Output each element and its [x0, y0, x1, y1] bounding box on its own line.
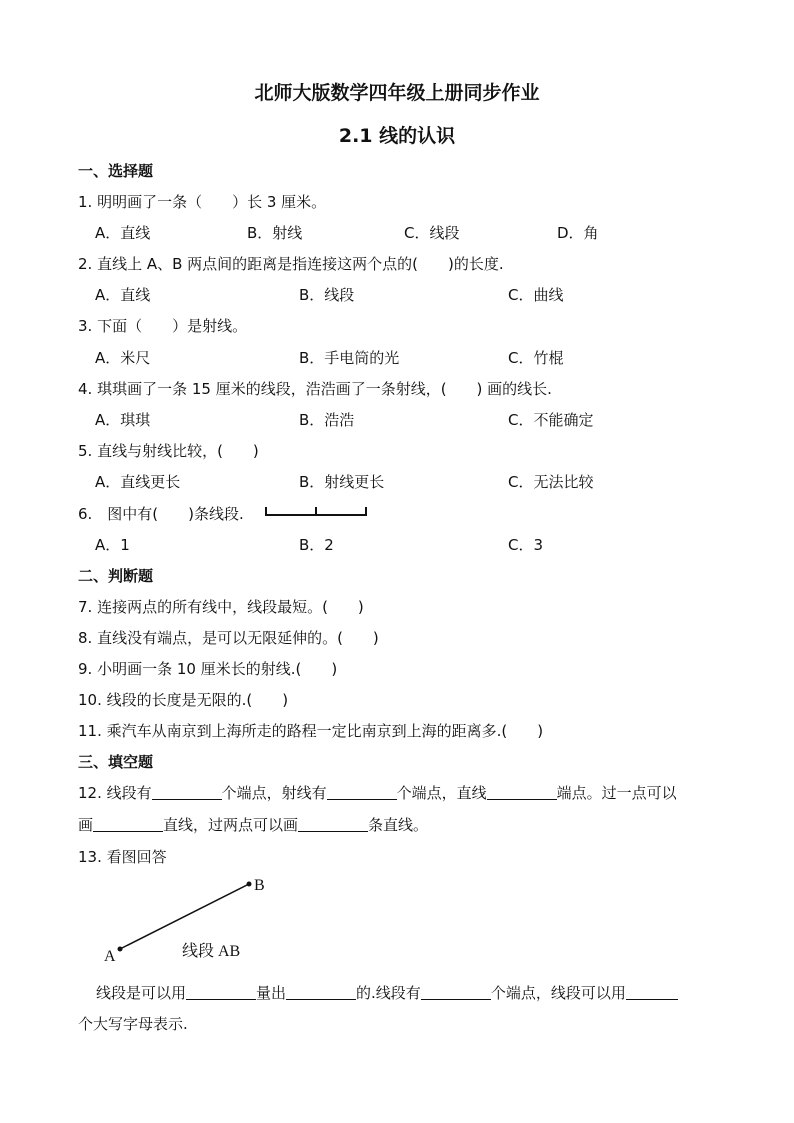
q5-option-b: B．射线更长 [299, 473, 385, 491]
point-a-label: A [104, 948, 116, 965]
q4-option-c: C．不能确定 [508, 411, 594, 429]
q4-option-a: A．琪琪 [95, 411, 151, 429]
q2-option-b: B．线段 [299, 286, 355, 304]
q13-text-1: 线段是可以用 [96, 984, 187, 1002]
q12-text-3: 个端点，直线 [396, 784, 487, 802]
q13-blank-2 [286, 985, 356, 1000]
q6-option-c: C．3 [508, 536, 544, 554]
q13-text-4: 个端点，线段可以用 [490, 984, 626, 1002]
question-1-stem: 1. 明明画了一条（ ）长 3 厘米。 [78, 193, 327, 211]
q3-option-a: A．米尺 [95, 349, 151, 367]
q5-option-a: A．直线更长 [95, 473, 181, 491]
q12-blank-2 [327, 785, 397, 800]
q12-text-6: 直线，过两点可以画 [163, 816, 299, 834]
q3-option-b: B．手电筒的光 [299, 349, 400, 367]
q2-option-a: A．直线 [95, 286, 151, 304]
question-13-stem: 13. 看图回答 [78, 848, 167, 866]
question-4-stem: 4. 琪琪画了一条 15 厘米的线段，浩浩画了一条射线，( ) 画的线长. [78, 380, 552, 398]
q13-text-3: 的.线段有 [356, 984, 421, 1002]
q12-text-7: 条直线。 [368, 816, 429, 834]
question-12-line-2 [78, 814, 428, 835]
q12-blank-4 [93, 817, 163, 832]
q5-option-c: C．无法比较 [508, 473, 594, 491]
section-heading-choice: 一、选择题 [78, 162, 154, 180]
q1-option-b: B．射线 [247, 224, 303, 242]
q1-option-d: D．角 [557, 224, 599, 242]
question-8: 8. 直线没有端点，是可以无限延伸的。( ) [78, 629, 379, 647]
section-heading-fill: 三、填空题 [78, 753, 154, 771]
q13-blank-1 [186, 985, 256, 1000]
point-b-dot [247, 882, 252, 887]
q2-option-c: C．曲线 [508, 286, 564, 304]
q6-option-b: B．2 [299, 536, 334, 554]
question-2-stem: 2. 直线上 A、B 两点间的距离是指连接这两个点的( )的长度. [78, 255, 504, 273]
question-13-line-1 [96, 982, 678, 1003]
q12-text-2: 个端点，射线有 [221, 784, 327, 802]
question-9: 9. 小明画一条 10 厘米长的射线.( ) [78, 660, 338, 678]
segment-figure [264, 503, 370, 519]
segment-ab-caption: 线段 AB [182, 943, 241, 960]
q4-option-b: B．浩浩 [299, 411, 355, 429]
question-11: 11. 乘汽车从南京到上海所走的路程一定比南京到上海的距离多.( ) [78, 722, 544, 740]
q13-blank-4 [626, 985, 678, 1000]
q13-blank-3 [421, 985, 491, 1000]
point-a-dot [118, 947, 123, 952]
point-b-label: B [254, 877, 265, 894]
question-7: 7. 连接两点的所有线中，线段最短。( ) [78, 598, 364, 616]
section-heading-judge: 二、判断题 [78, 567, 154, 585]
question-6-stem: 6. 图中有( )条线段. [78, 505, 244, 523]
page-title: 北师大版数学四年级上册同步作业 [254, 82, 540, 104]
question-13-line-2: 个大写字母表示. [78, 1015, 188, 1033]
segment-ab-figure [96, 872, 296, 968]
page-subtitle: 2.1 线的认识 [338, 125, 456, 147]
q12-blank-5 [298, 817, 368, 832]
q1-option-c: C．线段 [404, 224, 460, 242]
q12-text-1: 12. 线段有 [78, 784, 152, 802]
q12-text-5: 画 [78, 816, 94, 834]
segment-ab-line [120, 884, 249, 949]
q6-option-a: A．1 [95, 536, 130, 554]
q13-text-2: 量出 [256, 984, 287, 1002]
q1-option-a: A．直线 [95, 224, 151, 242]
question-12-line-1 [78, 782, 677, 803]
q12-text-4: 端点。过一点可以 [556, 784, 677, 802]
question-3-stem: 3. 下面（ ）是射线。 [78, 317, 248, 335]
q3-option-c: C．竹棍 [508, 349, 564, 367]
q12-blank-1 [152, 785, 222, 800]
question-5-stem: 5. 直线与射线比较，( ) [78, 442, 259, 460]
q12-blank-3 [487, 785, 557, 800]
question-10: 10. 线段的长度是无限的.( ) [78, 691, 289, 709]
